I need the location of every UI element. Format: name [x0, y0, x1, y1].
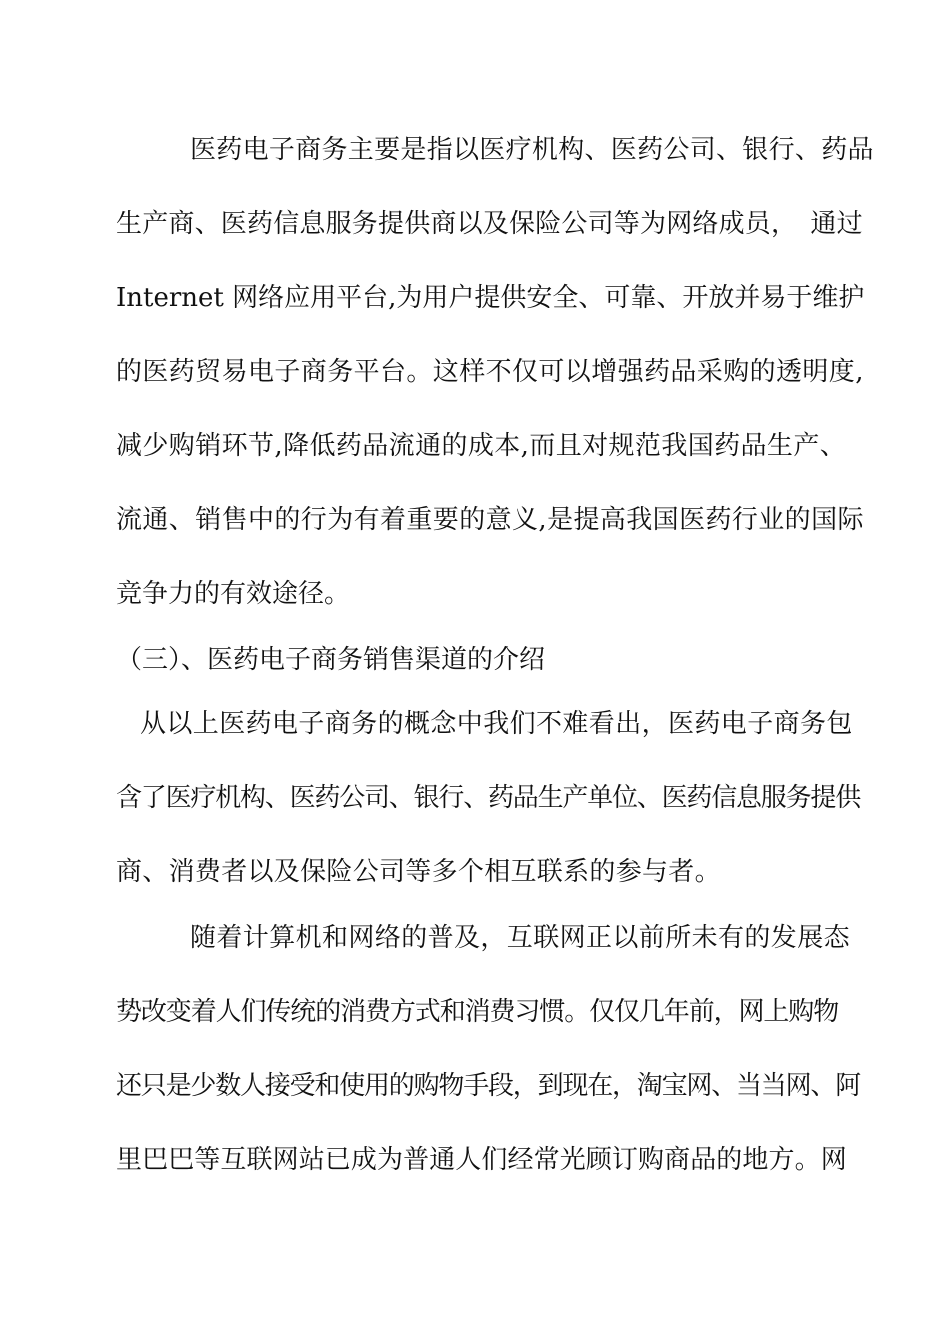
paragraph-2-line-1: 从以上医药电子商务的概念中我们不难看出，医药电子商务包 — [140, 709, 853, 739]
paragraph-1-line-3: Internet 网络应用平台,为用户提供安全、可靠、开放并易于维护 — [116, 283, 865, 313]
paragraph-2-line-2: 含了医疗机构、医药公司、银行、药品生产单位、医药信息服务提供 — [116, 783, 861, 813]
section-heading: （三）、医药电子商务销售渠道的介绍 — [116, 645, 546, 675]
paragraph-1-line-7: 竞争力的有效途径。 — [116, 579, 351, 609]
paragraph-3-line-1: 随着计算机和网络的普及，互联网正以前所未有的发展态 — [190, 923, 851, 953]
paragraph-3-line-2: 势改变着人们传统的消费方式和消费习惯。仅仅几年前，网上购物 — [116, 997, 839, 1027]
paragraph-1-line-4: 的医药贸易电子商务平台。这样不仅可以增强药品采购的透明度, — [116, 357, 864, 387]
paragraph-1-line-2: 生产商、医药信息服务提供商以及保险公司等为网络成员， 通过 — [116, 209, 863, 239]
paragraph-1-line-5: 减少购销环节,降低药品流通的成本,而且对规范我国药品生产、 — [116, 431, 847, 461]
paragraph-3-line-4: 里巴巴等互联网站已成为普通人们经常光顾订购商品的地方。网 — [116, 1145, 847, 1175]
paragraph-2-line-3: 商、消费者以及保险公司等多个相互联系的参与者。 — [116, 857, 721, 887]
paragraph-3-line-3: 还只是少数人接受和使用的购物手段，到现在，淘宝网、当当网、阿 — [116, 1071, 861, 1101]
paragraph-1-line-1: 医药电子商务主要是指以医疗机构、医药公司、银行、药品 — [190, 135, 874, 165]
paragraph-1-line-6: 流通、销售中的行为有着重要的意义,是提高我国医药行业的国际 — [116, 505, 864, 535]
